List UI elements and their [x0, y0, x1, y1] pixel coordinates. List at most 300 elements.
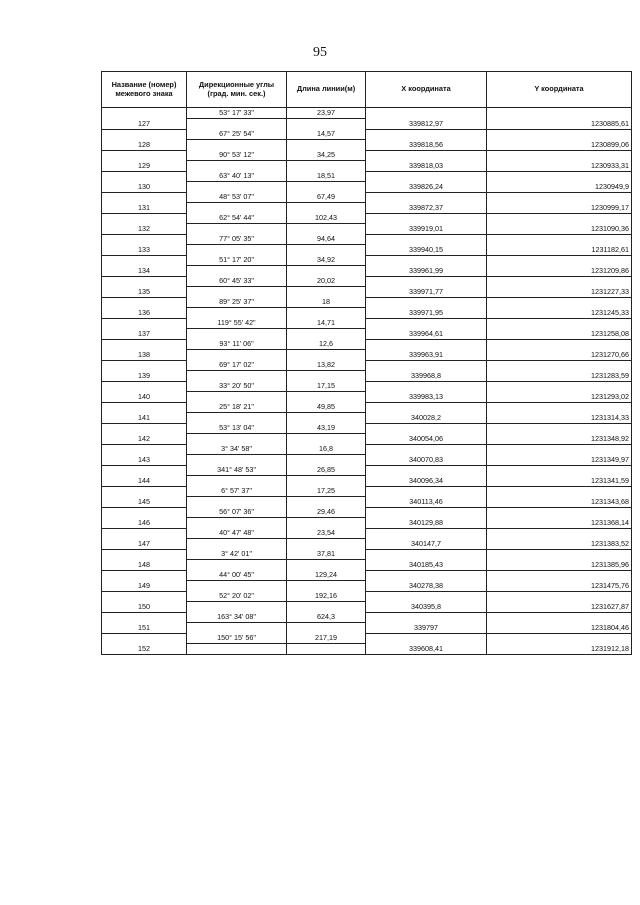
empty-cell [187, 644, 287, 655]
x-coordinate: 340129,88 [366, 518, 487, 529]
segment-length: 34,25 [287, 150, 366, 161]
empty-cell [487, 633, 632, 644]
segment-length: 20,02 [287, 276, 366, 287]
point-name: 127 [102, 119, 187, 130]
x-coordinate: 339961,99 [366, 266, 487, 277]
empty-cell [487, 129, 632, 140]
point-name: 146 [102, 518, 187, 529]
y-coordinate: 1231270,66 [487, 350, 632, 361]
point-name: 150 [102, 602, 187, 613]
segment-row [102, 381, 632, 392]
segment-row [102, 318, 632, 329]
empty-cell [187, 476, 287, 487]
point-row [102, 371, 632, 382]
x-coordinate: 339818,03 [366, 161, 487, 172]
segment-length: 49,85 [287, 402, 366, 413]
y-coordinate: 1231258,08 [487, 329, 632, 340]
empty-cell [287, 644, 366, 655]
point-name: 147 [102, 539, 187, 550]
boundary-coordinates-table [101, 71, 632, 655]
empty-cell [366, 570, 487, 581]
segment-angle: 63° 40' 13" [187, 171, 287, 182]
empty-cell [187, 224, 287, 235]
segment-length: 217,19 [287, 633, 366, 644]
empty-cell [187, 161, 287, 172]
segment-row [102, 612, 632, 623]
empty-cell [102, 297, 187, 308]
empty-cell [366, 276, 487, 287]
empty-cell [366, 465, 487, 476]
y-coordinate: 1231804,46 [487, 623, 632, 634]
segment-angle: 33° 20' 50" [187, 381, 287, 392]
empty-cell [187, 371, 287, 382]
x-coordinate: 339940,15 [366, 245, 487, 256]
empty-cell [102, 360, 187, 371]
empty-cell [187, 623, 287, 634]
empty-cell [287, 623, 366, 634]
x-coordinate: 340185,43 [366, 560, 487, 571]
empty-cell [102, 528, 187, 539]
empty-cell [102, 234, 187, 245]
empty-cell [102, 465, 187, 476]
segment-length: 18,51 [287, 171, 366, 182]
empty-cell [287, 518, 366, 529]
empty-cell [287, 203, 366, 214]
point-name: 143 [102, 455, 187, 466]
y-coordinate: 1231314,33 [487, 413, 632, 424]
empty-cell [487, 570, 632, 581]
segment-angle: 341° 48' 53" [187, 465, 287, 476]
segment-angle: 6° 57' 37" [187, 486, 287, 497]
y-coordinate: 1230885,61 [487, 119, 632, 130]
segment-angle: 163° 34' 08" [187, 612, 287, 623]
segment-length: 43,19 [287, 423, 366, 434]
x-coordinate: 339872,37 [366, 203, 487, 214]
empty-cell [487, 108, 632, 119]
segment-row [102, 549, 632, 560]
empty-cell [102, 570, 187, 581]
point-row [102, 245, 632, 256]
segment-length: 12,6 [287, 339, 366, 350]
y-coordinate: 1231627,87 [487, 602, 632, 613]
segment-length: 26,85 [287, 465, 366, 476]
empty-cell [487, 213, 632, 224]
empty-cell [287, 371, 366, 382]
empty-cell [366, 507, 487, 518]
empty-cell [487, 234, 632, 245]
empty-cell [487, 255, 632, 266]
point-row [102, 497, 632, 508]
empty-cell [102, 276, 187, 287]
empty-cell [366, 318, 487, 329]
y-coordinate: 1231209,86 [487, 266, 632, 277]
empty-cell [366, 633, 487, 644]
empty-cell [287, 497, 366, 508]
empty-cell [487, 171, 632, 182]
point-row [102, 140, 632, 151]
segment-angle: 119° 55' 42" [187, 318, 287, 329]
empty-cell [102, 318, 187, 329]
point-row [102, 623, 632, 634]
point-row [102, 329, 632, 340]
empty-cell [187, 287, 287, 298]
segment-row [102, 486, 632, 497]
empty-cell [102, 486, 187, 497]
segment-row [102, 297, 632, 308]
empty-cell [287, 581, 366, 592]
segment-length: 16,8 [287, 444, 366, 455]
table-body [102, 108, 632, 655]
empty-cell [366, 297, 487, 308]
point-row [102, 434, 632, 445]
empty-cell [102, 339, 187, 350]
point-name: 136 [102, 308, 187, 319]
empty-cell [287, 182, 366, 193]
empty-cell [187, 434, 287, 445]
empty-cell [487, 444, 632, 455]
point-name: 140 [102, 392, 187, 403]
empty-cell [102, 129, 187, 140]
empty-cell [287, 287, 366, 298]
empty-cell [187, 413, 287, 424]
empty-cell [187, 266, 287, 277]
empty-cell [487, 591, 632, 602]
empty-cell [287, 308, 366, 319]
point-name: 137 [102, 329, 187, 340]
point-row [102, 476, 632, 487]
empty-cell [102, 150, 187, 161]
segment-length: 34,92 [287, 255, 366, 266]
empty-cell [366, 150, 487, 161]
page-number: 95 [313, 45, 327, 60]
segment-row [102, 633, 632, 644]
empty-cell [287, 140, 366, 151]
empty-cell [487, 297, 632, 308]
segment-length: 13,82 [287, 360, 366, 371]
point-name: 129 [102, 161, 187, 172]
segment-length: 129,24 [287, 570, 366, 581]
segment-length: 14,57 [287, 129, 366, 140]
empty-cell [366, 171, 487, 182]
empty-cell [287, 455, 366, 466]
point-row [102, 224, 632, 235]
empty-cell [366, 444, 487, 455]
segment-angle: 25° 18' 21" [187, 402, 287, 413]
empty-cell [187, 392, 287, 403]
segment-length: 17,25 [287, 486, 366, 497]
empty-cell [102, 108, 187, 119]
x-coordinate: 339971,95 [366, 308, 487, 319]
segment-length: 624,3 [287, 612, 366, 623]
x-coordinate: 340054,06 [366, 434, 487, 445]
empty-cell [366, 402, 487, 413]
x-coordinate: 340028,2 [366, 413, 487, 424]
point-row [102, 266, 632, 277]
segment-row [102, 171, 632, 182]
table-header-row [102, 72, 632, 108]
header-line-length: Длина линии(м) [287, 72, 366, 108]
empty-cell [187, 119, 287, 130]
empty-cell [187, 518, 287, 529]
empty-cell [487, 486, 632, 497]
empty-cell [102, 591, 187, 602]
point-row [102, 287, 632, 298]
segment-angle: 44° 00' 45" [187, 570, 287, 581]
segment-length: 23,54 [287, 528, 366, 539]
segment-angle: 51° 17' 20" [187, 255, 287, 266]
point-row [102, 560, 632, 571]
segment-angle: 89° 25' 37" [187, 297, 287, 308]
segment-length: 23,97 [287, 108, 366, 119]
x-coordinate: 339964,61 [366, 329, 487, 340]
segment-row [102, 507, 632, 518]
empty-cell [187, 308, 287, 319]
empty-cell [187, 245, 287, 256]
x-coordinate: 340113,46 [366, 497, 487, 508]
point-name: 138 [102, 350, 187, 361]
segment-row [102, 339, 632, 350]
segment-angle: 60° 45' 33" [187, 276, 287, 287]
empty-cell [487, 612, 632, 623]
y-coordinate: 1231090,36 [487, 224, 632, 235]
empty-cell [366, 213, 487, 224]
y-coordinate: 1231341,59 [487, 476, 632, 487]
segment-length: 29,46 [287, 507, 366, 518]
point-row [102, 182, 632, 193]
x-coordinate: 340395,8 [366, 602, 487, 613]
empty-cell [487, 192, 632, 203]
empty-cell [287, 329, 366, 340]
segment-row [102, 192, 632, 203]
x-coordinate: 339968,8 [366, 371, 487, 382]
empty-cell [366, 612, 487, 623]
empty-cell [287, 266, 366, 277]
y-coordinate: 1231348,92 [487, 434, 632, 445]
empty-cell [366, 381, 487, 392]
y-coordinate: 1230999,17 [487, 203, 632, 214]
y-coordinate: 1231368,14 [487, 518, 632, 529]
segment-length: 67,49 [287, 192, 366, 203]
segment-row [102, 528, 632, 539]
empty-cell [366, 528, 487, 539]
y-coordinate: 1231475,76 [487, 581, 632, 592]
segment-angle: 77° 05' 35" [187, 234, 287, 245]
empty-cell [287, 245, 366, 256]
empty-cell [366, 360, 487, 371]
empty-cell [287, 560, 366, 571]
point-name: 151 [102, 623, 187, 634]
empty-cell [366, 549, 487, 560]
empty-cell [187, 560, 287, 571]
empty-cell [102, 171, 187, 182]
point-name: 149 [102, 581, 187, 592]
segment-row [102, 213, 632, 224]
empty-cell [487, 318, 632, 329]
segment-angle: 150° 15' 56" [187, 633, 287, 644]
empty-cell [102, 612, 187, 623]
empty-cell [102, 381, 187, 392]
point-name: 135 [102, 287, 187, 298]
point-row [102, 392, 632, 403]
y-coordinate: 1230933,31 [487, 161, 632, 172]
segment-row [102, 360, 632, 371]
empty-cell [287, 539, 366, 550]
y-coordinate: 1231385,96 [487, 560, 632, 571]
point-name: 152 [102, 644, 187, 655]
point-name: 132 [102, 224, 187, 235]
empty-cell [366, 486, 487, 497]
empty-cell [287, 434, 366, 445]
empty-cell [102, 549, 187, 560]
empty-cell [187, 602, 287, 613]
point-row [102, 350, 632, 361]
segment-angle: 3° 34' 58" [187, 444, 287, 455]
point-name: 134 [102, 266, 187, 277]
y-coordinate: 1231912,18 [487, 644, 632, 655]
empty-cell [102, 423, 187, 434]
empty-cell [187, 455, 287, 466]
y-coordinate: 1231293,02 [487, 392, 632, 403]
x-coordinate: 339983,13 [366, 392, 487, 403]
segment-angle: 62° 54' 44" [187, 213, 287, 224]
segment-angle: 3° 42' 01" [187, 549, 287, 560]
empty-cell [287, 602, 366, 613]
x-coordinate: 339608,41 [366, 644, 487, 655]
x-coordinate: 339818,56 [366, 140, 487, 151]
y-coordinate: 1231383,52 [487, 539, 632, 550]
point-row [102, 413, 632, 424]
empty-cell [487, 339, 632, 350]
y-coordinate: 1231227,33 [487, 287, 632, 298]
point-row [102, 308, 632, 319]
empty-cell [102, 192, 187, 203]
segment-row [102, 129, 632, 140]
segment-row [102, 234, 632, 245]
segment-row [102, 108, 632, 119]
segment-row [102, 591, 632, 602]
point-name: 148 [102, 560, 187, 571]
segment-row [102, 150, 632, 161]
segment-angle: 48° 53' 07" [187, 192, 287, 203]
x-coordinate: 340278,38 [366, 581, 487, 592]
point-row [102, 203, 632, 214]
empty-cell [102, 444, 187, 455]
segment-angle: 69° 17' 02" [187, 360, 287, 371]
point-row [102, 602, 632, 613]
point-name: 133 [102, 245, 187, 256]
segment-length: 37,81 [287, 549, 366, 560]
empty-cell [187, 581, 287, 592]
empty-cell [487, 360, 632, 371]
y-coordinate: 1231283,59 [487, 371, 632, 382]
point-row [102, 161, 632, 172]
empty-cell [366, 423, 487, 434]
empty-cell [366, 192, 487, 203]
empty-cell [487, 465, 632, 476]
x-coordinate: 339963,91 [366, 350, 487, 361]
point-row [102, 581, 632, 592]
empty-cell [366, 591, 487, 602]
empty-cell [187, 539, 287, 550]
empty-cell [366, 234, 487, 245]
empty-cell [487, 150, 632, 161]
empty-cell [287, 476, 366, 487]
empty-cell [287, 224, 366, 235]
empty-cell [102, 402, 187, 413]
empty-cell [102, 255, 187, 266]
segment-length: 14,71 [287, 318, 366, 329]
empty-cell [287, 161, 366, 172]
segment-row [102, 465, 632, 476]
x-coordinate: 340147,7 [366, 539, 487, 550]
empty-cell [287, 350, 366, 361]
empty-cell [187, 182, 287, 193]
empty-cell [487, 402, 632, 413]
point-name: 130 [102, 182, 187, 193]
segment-angle: 53° 13' 04" [187, 423, 287, 434]
y-coordinate: 1230949,9 [487, 182, 632, 193]
segment-length: 18 [287, 297, 366, 308]
segment-row [102, 570, 632, 581]
point-row [102, 539, 632, 550]
segment-length: 192,16 [287, 591, 366, 602]
segment-row [102, 402, 632, 413]
empty-cell [366, 339, 487, 350]
segment-angle: 56° 07' 36" [187, 507, 287, 518]
x-coordinate: 340070,83 [366, 455, 487, 466]
empty-cell [287, 413, 366, 424]
empty-cell [487, 276, 632, 287]
segment-angle: 93° 11' 06" [187, 339, 287, 350]
segment-length: 17,15 [287, 381, 366, 392]
segment-row [102, 276, 632, 287]
y-coordinate: 1231245,33 [487, 308, 632, 319]
empty-cell [487, 423, 632, 434]
x-coordinate: 339812,97 [366, 119, 487, 130]
y-coordinate: 1230899,06 [487, 140, 632, 151]
point-name: 128 [102, 140, 187, 151]
empty-cell [366, 129, 487, 140]
point-row [102, 644, 632, 655]
segment-row [102, 255, 632, 266]
segment-angle: 52° 20' 02" [187, 591, 287, 602]
point-row [102, 518, 632, 529]
header-direction-angle: Дирекционные углы (град. мин. сек.) [187, 72, 287, 108]
point-row [102, 119, 632, 130]
empty-cell [487, 381, 632, 392]
empty-cell [187, 329, 287, 340]
point-name: 131 [102, 203, 187, 214]
empty-cell [102, 507, 187, 518]
segment-row [102, 444, 632, 455]
empty-cell [487, 528, 632, 539]
point-name: 145 [102, 497, 187, 508]
empty-cell [187, 140, 287, 151]
y-coordinate: 1231343,68 [487, 497, 632, 508]
segment-length: 94,64 [287, 234, 366, 245]
segment-angle: 67° 25' 54" [187, 129, 287, 140]
point-name: 144 [102, 476, 187, 487]
point-row [102, 455, 632, 466]
point-name: 139 [102, 371, 187, 382]
empty-cell [187, 497, 287, 508]
segment-row [102, 423, 632, 434]
segment-angle: 40° 47' 48" [187, 528, 287, 539]
x-coordinate: 339826,24 [366, 182, 487, 193]
segment-length: 102,43 [287, 213, 366, 224]
empty-cell [187, 203, 287, 214]
empty-cell [102, 213, 187, 224]
